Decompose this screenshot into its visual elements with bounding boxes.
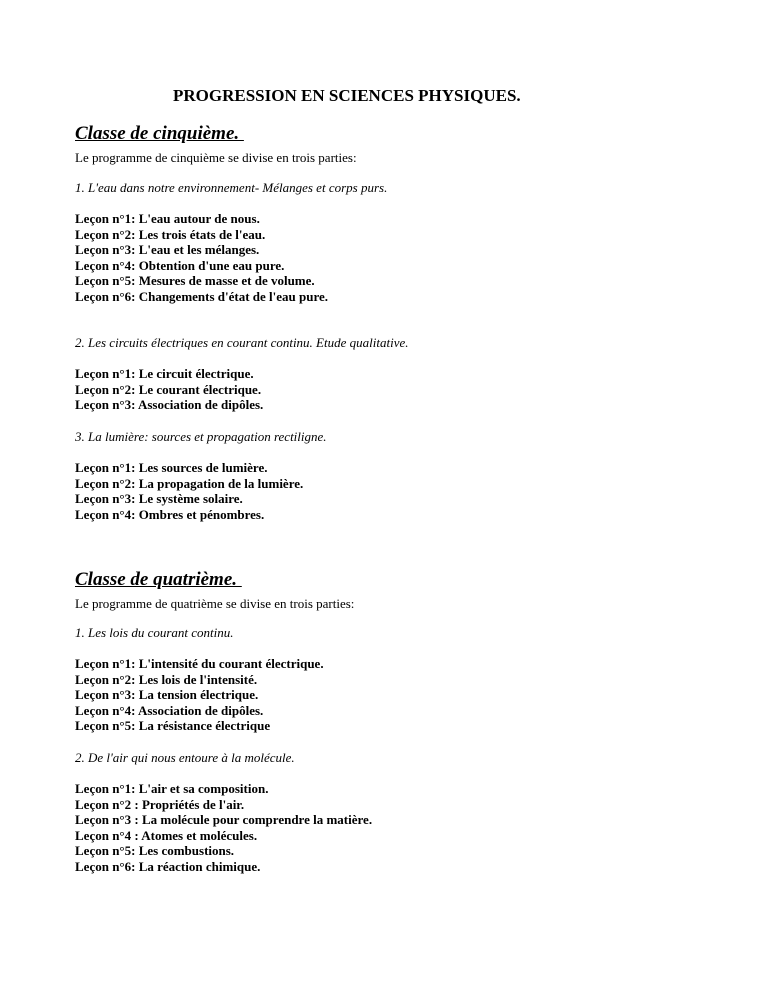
lesson-item: Leçon n°3 : La molécule pour comprendre la matière. <box>75 812 373 827</box>
lesson-list-cinquieme-2 <box>75 366 263 413</box>
class-heading-quatrieme: Classe de quatrième. <box>75 569 242 590</box>
part-title-cinquieme-3: 3. La lumière: sources et propagation rectiligne. <box>75 429 327 444</box>
lesson-item: Leçon n°2: Les trois états de l'eau. <box>75 226 266 242</box>
lesson-item: Leçon n°5: Les combustions. <box>75 843 235 858</box>
lesson-item: Leçon n°3: Le système solaire. <box>75 491 243 506</box>
lesson-item: Leçon n°1: L'intensité du courant électrique. <box>75 656 324 671</box>
lesson-item: Leçon n°1: L'eau autour de nous. <box>75 211 260 226</box>
part-title-quatrieme-1: 1. Les lois du courant continu. <box>75 625 234 640</box>
class-intro-cinquieme: Le programme de cinquième se divise en trois parties: <box>75 150 357 165</box>
lesson-item: Leçon n°6: La réaction chimique. <box>75 858 261 874</box>
class-heading-cinquieme: Classe de cinquième. <box>75 123 244 144</box>
lesson-item: Leçon n°2: La propagation de la lumière. <box>75 475 304 491</box>
lesson-list-quatrieme-2 <box>75 781 372 874</box>
lesson-list-quatrieme-1 <box>75 656 324 734</box>
lesson-item: Leçon n°3: La tension électrique. <box>75 687 259 702</box>
lesson-item: Leçon n°4: Obtention d'une eau pure. <box>75 257 285 273</box>
lesson-item: Leçon n°5: La résistance électrique <box>75 718 271 733</box>
lesson-list-cinquieme-3 <box>75 460 303 522</box>
lesson-item: Leçon n°1: Le circuit électrique. <box>75 366 254 381</box>
document-title: PROGRESSION EN SCIENCES PHYSIQUES. <box>173 86 521 105</box>
lesson-item: Leçon n°2: Le courant électrique. <box>75 381 262 397</box>
lesson-list-cinquieme-1 <box>75 211 328 304</box>
lesson-item: Leçon n°1: Les sources de lumière. <box>75 460 268 475</box>
part-title-cinquieme-1: 1. L'eau dans notre environnement- Mélanges et corps purs. <box>75 180 388 195</box>
lesson-item: Leçon n°2: Les lois de l'intensité. <box>75 671 258 687</box>
lesson-item: Leçon n°5: Mesures de masse et de volume. <box>75 273 315 288</box>
class-intro-quatrieme: Le programme de quatrième se divise en trois parties: <box>75 596 355 611</box>
lesson-item: Leçon n°4 : Atomes et molécules. <box>75 827 258 843</box>
lesson-item: Leçon n°3: L'eau et les mélanges. <box>75 242 260 257</box>
lesson-item: Leçon n°4: Association de dipôles. <box>75 702 264 718</box>
part-title-quatrieme-2: 2. De l'air qui nous entoure à la molécule. <box>75 750 295 765</box>
part-title-cinquieme-2: 2. Les circuits électriques en courant continu. Etude qualitative. <box>75 335 409 350</box>
lesson-item: Leçon n°3: Association de dipôles. <box>75 397 264 412</box>
lesson-item: Leçon n°6: Changements d'état de l'eau pure. <box>75 288 329 304</box>
lesson-item: Leçon n°1: L'air et sa composition. <box>75 781 269 796</box>
lesson-item: Leçon n°4: Ombres et pénombres. <box>75 506 265 522</box>
lesson-item: Leçon n°2 : Propriétés de l'air. <box>75 796 245 812</box>
